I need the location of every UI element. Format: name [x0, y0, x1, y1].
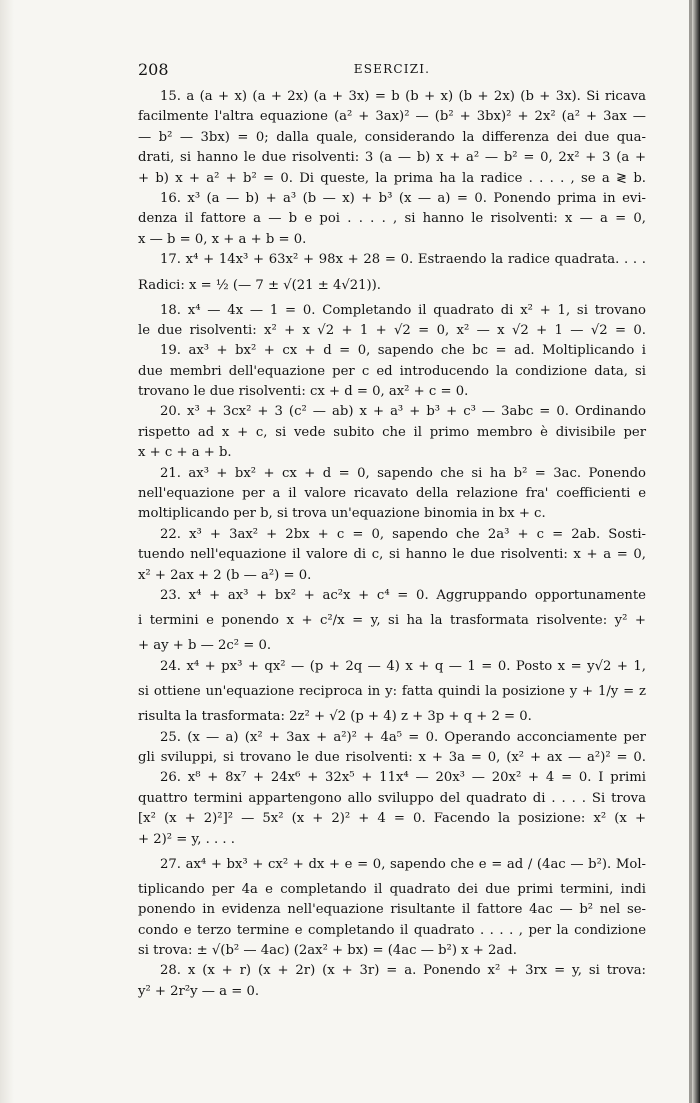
- page-edge-shadow: [692, 0, 700, 1103]
- text-line: y² + 2r²y — a = 0.: [138, 983, 260, 999]
- page-header: [138, 60, 646, 82]
- text-line: 15. a (a + x) (a + 2x) (a + 3x) = b (b + x) (b + 2x) (b + 3x). Si ricava: [160, 89, 646, 104]
- text-line: condo e terzo termine e completando il quadrato . . . . , per la condizione: [138, 922, 646, 938]
- text-line: 26. x⁸ + 8x⁷ + 24x⁶ + 32x⁵ + 11x⁴ — 20x³ — 20x² + 4 = 0. I primi: [160, 770, 646, 786]
- text-line: 17. x⁴ + 14x³ + 63x² + 98x + 28 = 0. Estraendo la radice quadrata. . . .: [160, 252, 646, 268]
- page-number: 208: [138, 60, 169, 79]
- text-line: nell'equazione per a il valore ricavato della relazione fra' coefficienti e: [138, 486, 646, 502]
- page-gutter-shadow: [0, 0, 14, 1103]
- text-line: rispetto ad x + c, si vede subito che il primo membro è divisibile per: [138, 424, 646, 440]
- text-line: quattro termini appartengono allo sviluppo del quadrato di . . . . Si trova: [138, 790, 646, 806]
- text-line: — b² — 3bx) = 0; dalla quale, considerando la differenza dei due qua-: [138, 129, 646, 145]
- text-line: Radici: x = ½ (— 7 ± √(21 ± 4√21)).: [138, 277, 382, 293]
- text-line: si trova: ± √(b² — 4ac) (2ax² + bx) = (4ac — b²) x + 2ad.: [138, 943, 517, 959]
- text-line: 22. x³ + 3ax² + 2bx + c = 0, sapendo che 2a³ + c = 2ab. Sosti-: [160, 526, 646, 542]
- text-line: tiplicando per 4a e completando il quadrato dei due primi termini, indi: [138, 881, 646, 897]
- text-line: drati, si hanno le due risolventi: 3 (a — b) x + a² — b² = 0, 2x² + 3 (a +: [138, 150, 646, 166]
- text-line: tuendo nell'equazione il valore di c, si hanno le due risolventi: x + a = 0,: [138, 547, 646, 563]
- text-line: ponendo in evidenza nell'equazione risultante il fattore 4ac — b² nel se-: [138, 902, 646, 918]
- exercise-text: [138, 87, 646, 1002]
- text-line: si ottiene un'equazione reciproca in y: fatta quindi la posizione y + 1/y = z: [138, 684, 646, 700]
- text-line: 19. ax³ + bx² + cx + d = 0, sapendo che bc = ad. Moltiplicando i: [160, 343, 646, 359]
- text-line: 25. (x — a) (x² + 3ax + a²)² + 4a⁵ = 0. Operando acconciamente per: [160, 729, 646, 745]
- text-line: + b) x + a² + b² = 0. Di queste, la prima ha la radice . . . . , se a ≷ b.: [138, 170, 646, 186]
- text-line: trovano le due risolventi: cx + d = 0, ax² + c = 0.: [138, 384, 469, 400]
- running-title: ESERCIZI.: [353, 62, 431, 76]
- text-line: x² + 2ax + 2 (b — a²) = 0.: [138, 567, 312, 583]
- text-line: 23. x⁴ + ax³ + bx² + ac²x + c⁴ = 0. Aggruppando opportunamente: [160, 587, 646, 603]
- text-line: gli sviluppi, si trovano le due risolventi: x + 3a = 0, (x² + ax — a²)² = 0.: [138, 749, 646, 765]
- text-line: 20. x³ + 3cx² + 3 (c² — ab) x + a³ + b³ + c³ — 3abc = 0. Ordinando: [160, 404, 646, 420]
- text-line: [x² (x + 2)²]² — 5x² (x + 2)² + 4 = 0. Facendo la posizione: x² (x +: [138, 811, 646, 827]
- text-line: + 2)² = y, . . . .: [138, 831, 235, 847]
- text-line: x — b = 0, x + a + b = 0.: [138, 231, 307, 247]
- text-line: 16. x³ (a — b) + a³ (b — x) + b³ (x — a) = 0. Ponendo prima in evi-: [160, 190, 646, 206]
- text-line: denza il fattore a — b e poi . . . . , si hanno le risolventi: x — a = 0,: [138, 211, 646, 227]
- text-line: 27. ax⁴ + bx³ + cx² + dx + e = 0, sapendo che e = ad / (4ac — b²). Mol-: [160, 856, 646, 872]
- text-line: le due risolventi: x² + x √2 + 1 + √2 = 0, x² — x √2 + 1 — √2 = 0.: [138, 322, 646, 338]
- text-line: i termini e ponendo x + c²/x = y, si ha la trasformata risolvente: y² +: [138, 613, 646, 629]
- text-line: risulta la trasformata: 2z² + √2 (p + 4) z + 3p + q + 2 = 0.: [138, 709, 532, 725]
- text-line: 18. x⁴ — 4x — 1 = 0. Completando il quadrato di x² + 1, si trovano: [160, 302, 646, 318]
- text-line: moltiplicando per b, si trova un'equazione binomia in bx + c.: [138, 506, 546, 522]
- text-line: 28. x (x + r) (x + 2r) (x + 3r) = a. Ponendo x² + 3rx = y, si trova:: [160, 963, 646, 979]
- text-line: 24. x⁴ + px³ + qx² — (p + 2q — 4) x + q — 1 = 0. Posto x = y√2 + 1,: [160, 658, 646, 674]
- text-line: 21. ax³ + bx² + cx + d = 0, sapendo che si ha b² = 3ac. Ponendo: [160, 465, 646, 481]
- text-line: + ay + b — 2c² = 0.: [138, 638, 272, 654]
- text-line: facilmente l'altra equazione (a² + 3ax)² — (b² + 3bx)² + 2x² (a² + 3ax —: [138, 109, 646, 125]
- text-line: due membri dell'equazione per c ed introducendo la condizione data, si: [138, 363, 646, 379]
- text-line: x + c + a + b.: [138, 445, 232, 461]
